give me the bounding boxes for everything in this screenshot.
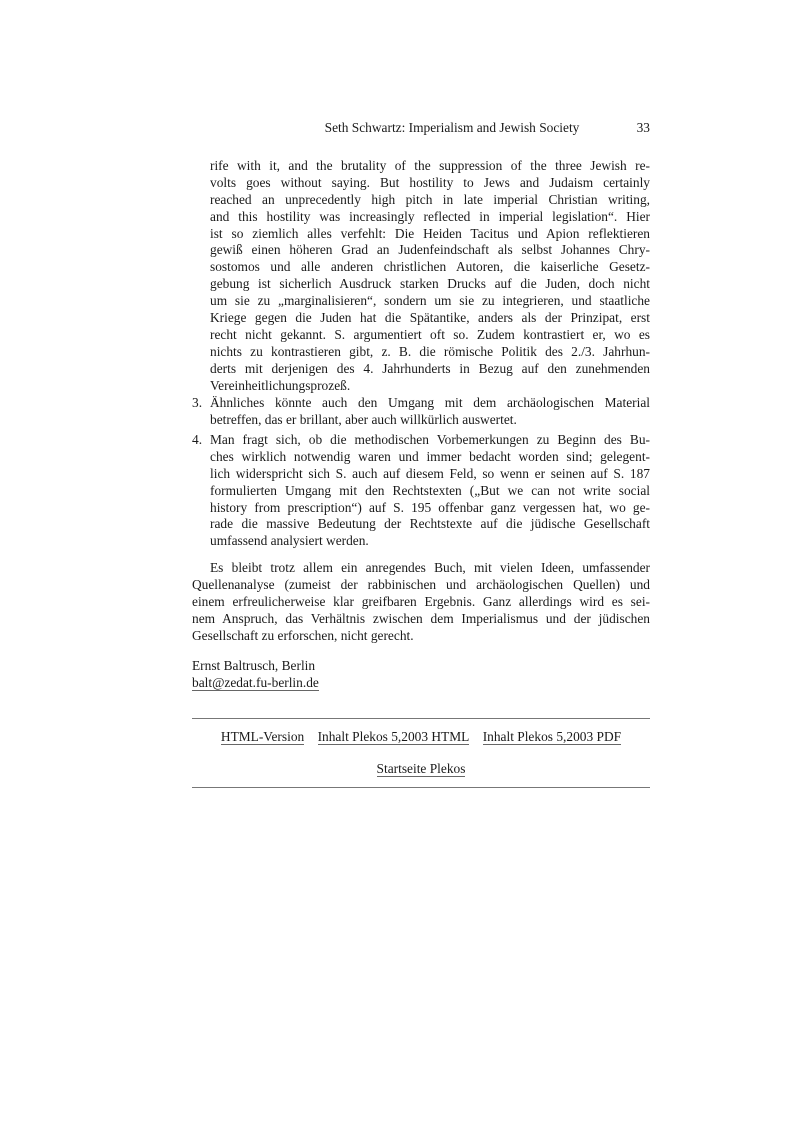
author-email-link[interactable]: balt@zedat.fu-berlin.de [192,675,319,690]
contents-html-link[interactable]: Inhalt Plekos 5,2003 HTML [317,729,470,744]
home-nav [192,760,650,777]
page-number: 33 [636,120,650,135]
text-line: derts mit derjenigen des 4. Jahrhunderts in Bezug auf den zunehmenden [210,360,650,376]
list-item-3 [192,395,650,429]
text-line: betreffen, das er brillant, aber auch willkürlich auswertet. [210,411,517,427]
closing-paragraph [192,560,650,644]
text-line: rife with it, and the brutality of the suppression of the three Jewish re- [210,158,650,173]
text-line: sostomos und alle anderen christlichen Autoren, die kaiserliche Gesetz- [210,259,650,275]
text-line: and this hostility was increasingly reflected in imperial legislation“. Hier [210,208,650,224]
running-title: Seth Schwartz: Imperialism and Jewish Society [324,120,580,135]
text-line: formulierten Umgang mit den Rechtstexten („But we can not write social [210,482,650,498]
text-line: ches wirklich notwendig waren und immer bedacht worden sind; gelegent- [210,448,650,464]
text-line: Ähnliches könnte auch den Umgang mit dem archäologischen Material [210,395,650,410]
text-line: Vereinheitlichungsprozeß. [210,377,351,393]
text-line: umfassend analysiert werden. [210,533,369,549]
home-link[interactable]: Startseite Plekos [376,761,466,776]
text-line: gewiß einen höheren Grad an Judenfeindschaft als selbst Johannes Chry- [210,242,650,258]
text-line: ist so ziemlich alles verfehlt: Die Heiden Tacitus und Apion reflektieren [210,225,650,241]
text-line: Man fragt sich, ob die methodischen Vorbemerkungen zu Beginn des Bu- [210,432,650,447]
text-line: nem Anspruch, das Verhältnis zwischen dem Imperialismus und der jüdischen [192,610,650,626]
text-line: nichts zu kontrastieren gibt, z. B. die römische Politik des 2./3. Jahrhun- [210,343,650,359]
signature [192,657,319,691]
list-number: 3. [192,395,203,410]
divider [192,718,650,719]
author-name: Ernst Baltrusch, Berlin [192,658,316,673]
html-version-link[interactable]: HTML-Version [220,729,305,744]
text-line: rade die massive Bedeutung der Rechtstexte auf die jüdische Gesellschaft [210,516,650,532]
text-line: Kriege gegen die Juden hat die Spätantike, anders als der Prinzipat, erst [210,310,650,326]
nav-links [192,728,650,745]
text-line: volts goes without saying. But hostility to Jews and Judaism certainly [210,174,650,190]
text-line: recht nicht gekannt. S. argumentiert oft so. Zudem kontrastiert er, wo es [210,326,650,342]
text-line: Es bleibt trotz allem ein anregendes Buch, mit vielen Ideen, umfassender [210,560,650,575]
text-line: lich widerspricht sich S. auch auf diesem Feld, so wenn er seinen auf S. 187 [210,465,650,481]
contents-pdf-link[interactable]: Inhalt Plekos 5,2003 PDF [482,729,622,744]
continued-paragraph [210,158,650,394]
divider [192,787,650,788]
text-line: Quellenanalyse (zumeist der rabbinischen und archäologischen Quellen) und [192,576,650,592]
list-item-4 [192,432,650,550]
running-header [192,119,650,136]
text-line: um sie zu „marginalisieren“, sondern um sie zu integrieren, und staatliche [210,293,650,309]
text-line: reached an unprecedently high pitch in late imperial Christian writing, [210,191,650,207]
text-line: Gesellschaft zu erforschen, nicht gerecht. [192,627,414,643]
text-line: gebung ist sicherlich Ausdruck starken Drucks auf die Juden, doch nicht [210,276,650,292]
list-number: 4. [192,432,203,447]
text-line: history from prescription“) auf S. 195 offenbar ganz vergessen hat, wo ge- [210,499,650,515]
text-line: einem erfreulicherweise klar greifbaren Ergebnis. Ganz allerdings wird es sei- [192,593,650,609]
